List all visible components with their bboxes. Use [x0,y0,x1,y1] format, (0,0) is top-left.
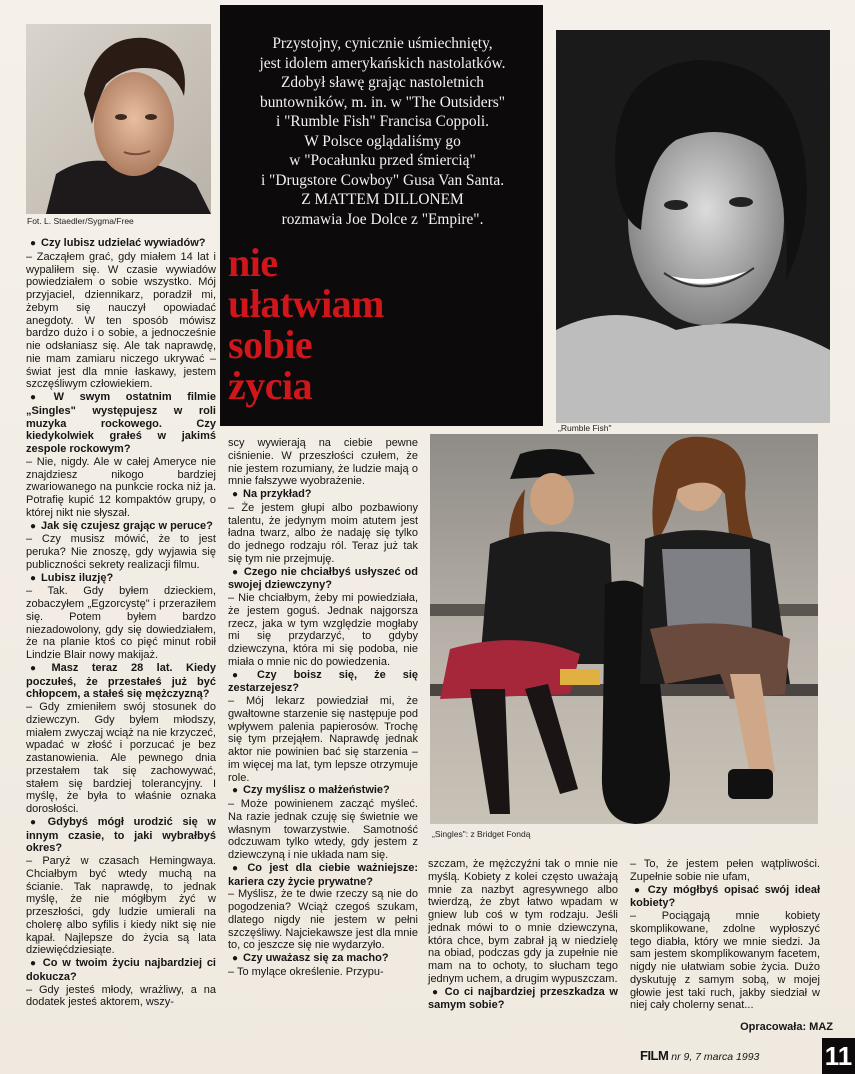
answer: – Zacząłem grać, gdy miałem 14 lat i wypaliłem się. W czasie wywiadów powiedziałem o sobie wszystko. Mój przyjaciel, dziennikarz, poradził mi, żebym się nauczył opowiadać anegdoty. W ten sposób mówisz bardzo dużo i o sobie, a jednocześnie nie odsłaniasz się. Ale tak naprawdę, nie mam zamiaru niczego ukrywać – świat jest dla mnie łaskawy, jestem szczęśliwym człowiekiem. [26,250,216,391]
question: ● Co w twoim życiu najbardziej ci dokucza? [26,957,216,984]
text-column-4 [630,858,820,1012]
question: ● Na przykład? [228,488,418,502]
answer: szczam, że mężczyźni tak o mnie nie myślą. Kobiety z kolei często uważają mnie za nazbyt agresywnego albo twierdzą, że zbyt łatwo wpadam w gniew lub coś w tym rodzaju. Jeśli jednak mówi to o mnie dziewczyna, która chce, bym zabrał ją w niedzielę na obiad, podczas gdy ja zupełnie nie mam na to ochoty, to słucham tego jednym uchem, a drugim wypuszczam. [428,858,618,985]
text-column-3 [428,858,618,1012]
question: ● Gdybyś mógł urodzić się w innym czasie, to jaki wybrałbyś okres? [26,816,216,855]
intro-line: i "Rumble Fish" Francisa Coppoli. [275,113,490,130]
text-column-2 [228,437,418,979]
answer: – Tak. Gdy byłem dzieckiem, zobaczyłem „Egzorcystę" i przeraziłem się. Potem byłem bardzo niezadowolony, gdy się dowiedziałem, że na planie ktoś co pięć minut robił Lindzie Blair nowy makijaż. [26,585,216,661]
headline-line: nie [228,240,278,285]
answer: scy wywierają na ciebie pewne ciśnienie. W przeszłości czułem, że nie jestem rozumiany, że ludzie mają o mnie fałszywe wyobrażenie. [228,437,418,488]
answer: – Nie, nigdy. Ale w całej Ameryce nie znajdziesz nikogo bardziej zwariowanego na punkcie rocka niż ja. Potrafię kupić 12 kompaktów grupy, o której nikt nie słyszał. [26,455,216,519]
intro-line: buntowników, m. in. w "The Outsiders" [260,93,505,111]
photo-caption-1: Fot. L. Staedler/Sygma/Free [27,216,134,226]
portrait-photo [26,24,211,214]
intro-line: W Polsce oglądaliśmy go [304,132,461,150]
intro-line: w "Pocałunku przed śmiercią" [289,152,476,169]
question: ● Masz teraz 28 lat. Kiedy poczułeś, że przestałeś już być chłopcem, a stałeś się mężczyzną? [26,662,216,701]
text-column-1 [26,237,216,1009]
question: ● Czy boisz się, że się zestarzejesz? [228,669,418,696]
page-footer [640,1048,759,1063]
intro-box [220,5,543,426]
answer: – Czy musisz mówić, że to jest peruka? Nie znoszę, gdy wyjawia się publiczności sekrety realizacji filmu. [26,533,216,571]
answer: – Paryż w czasach Hemingwaya. Chciałbym być wtedy muchą na ścianie. Tak naprawdę, to jednak myślę, że nie mógłbym żyć w przeszłości, gdy ludzie umierali na cholerę albo syfilis i kiedy nikt się nie kąpał. Najlepsze do życia są lata dziewięćdziesiąte. [26,855,216,957]
rumble-fish-photo [556,30,830,423]
question: ● Co jest dla ciebie ważniejsze: kariera czy życie prywatne? [228,862,418,889]
photo-caption-2: „Rumble Fish" [558,423,612,433]
answer: – Gdy zmieniłem swój stosunek do dziewczyn. Gdy byłem młodszy, miałem zwyczaj wciąż na nie krzyczeć, wpadać w złość i porzucać je bez zastanowienia. Ale pewnego dnia przestałem tak się zachowywać, stałem się bardziej tolerancyjny. I myślę, że była to właśnie oznaka dorosłości. [26,701,216,815]
headline-line: sobie [228,322,313,367]
question: ● Jak się czujesz grając w peruce? [26,520,216,534]
question: ● W swym ostatnim filmie „Singles" występujesz w roli muzyka rockowego. Czy kiedykolwiek grałeś w jakimś zespole rockowym? [26,391,216,456]
page-number: 11 [822,1038,855,1074]
singles-photo [430,434,818,824]
question: ● Czy myślisz o małżeństwie? [228,784,418,798]
headline [228,242,538,406]
answer: – To mylące określenie. Przypu- [228,965,384,978]
question: ● Czy uważasz się za macho? [228,952,418,966]
intro-text [230,34,535,229]
intro-line: jest idolem amerykańskich nastolatków. [259,54,506,72]
question: ● Czego nie chciałbyś usłyszeć od swojej dziewczyny? [228,566,418,593]
answer: – Może powinienem zacząć myśleć. Na razie jednak czuję się świetnie we własnym towarzystwie. Samotność odczuwam tylko wtedy, gdy jestem z dziewczyną i nie układa nam się. [228,798,418,861]
intro-line: Przystojny, cynicznie uśmiechnięty, [272,35,493,52]
answer: – Mój lekarz powiedział mi, że gwałtowne starzenie się następuje pod wpływem palenia papierosów. Trochę się tym przejąłem. Naprawdę jednak aktor nie powinien bać się starzenia – im więcej ma lat, tym lepsze otrzymuje role. [228,695,418,784]
answer: – Myślisz, że te dwie rzeczy są nie do pogodzenia? Wciąż czegoś szukam, dlatego nigdy nie jestem w pełni szczęśliwy. Najciekawsze jest dla mnie to, co jeszcze się nie wydarzyło. [228,888,418,952]
intro-line: Zdobył sławę grając nastoletnich [280,74,484,91]
question: ● Lubisz iluzję? [26,572,216,586]
question: ● Czy lubisz udzielać wywiadów? [26,237,216,251]
intro-line: rozmawia Joe Dolce z "Empire". [281,210,484,228]
intro-line: i "Drugstore Cowboy" Gusa Van Santa. [260,171,505,189]
question: ● Czy mógłbyś opisać swój ideał kobiety? [630,884,820,911]
author-credit: Opracowała: MAZ [740,1021,833,1033]
answer: – Nie chciałbym, żeby mi powiedziała, że jestem goguś. Jednak najgorsza rzecz, jaka w tym względzie mogłaby mi się przydarzyć, to gdyby dziewczyna, która mi się podoba, nie miała o mnie nic do powiedzenia. [228,592,418,668]
magazine-brand: FILM [640,1048,669,1063]
answer: – To, że jestem pełen wątpliwości. Zupełnie sobie nie ufam, [630,858,820,883]
intro-line: Z MATTEM DILLONEM [301,191,464,208]
answer: – Pociągają mnie kobiety skomplikowane, zdolne wypłoszyć tego diabła, który we mnie siedzi. Ja sam jestem skomplikowanym facetem, nigdy nie ułatwiam sobie życia. Dużo dyskutuję z samym sobą, w mojej głowie jest taki ruch, jakby siedział w niej cały cholerny senat... [630,910,820,1012]
answer: – Że jestem głupi albo pozbawiony talentu, że jedynym moim atutem jest ładna twarz, albo że nadaję się tylko do jednego rodzaju ról. Teraz już tak się tym nie przejmuję. [228,501,418,565]
answer: – Gdy jesteś młody, wrażliwy, a na dodatek jesteś aktorem, wszy- [26,983,216,1009]
photo-caption-3: „Singles": z Bridget Fondą [432,829,531,839]
headline-line: życia [228,363,313,408]
issue-info: nr 9, 7 marca 1993 [671,1051,760,1063]
headline-line: ułatwiam [228,281,384,326]
question: ● Co ci najbardziej przeszkadza w samym sobie? [428,986,618,1013]
